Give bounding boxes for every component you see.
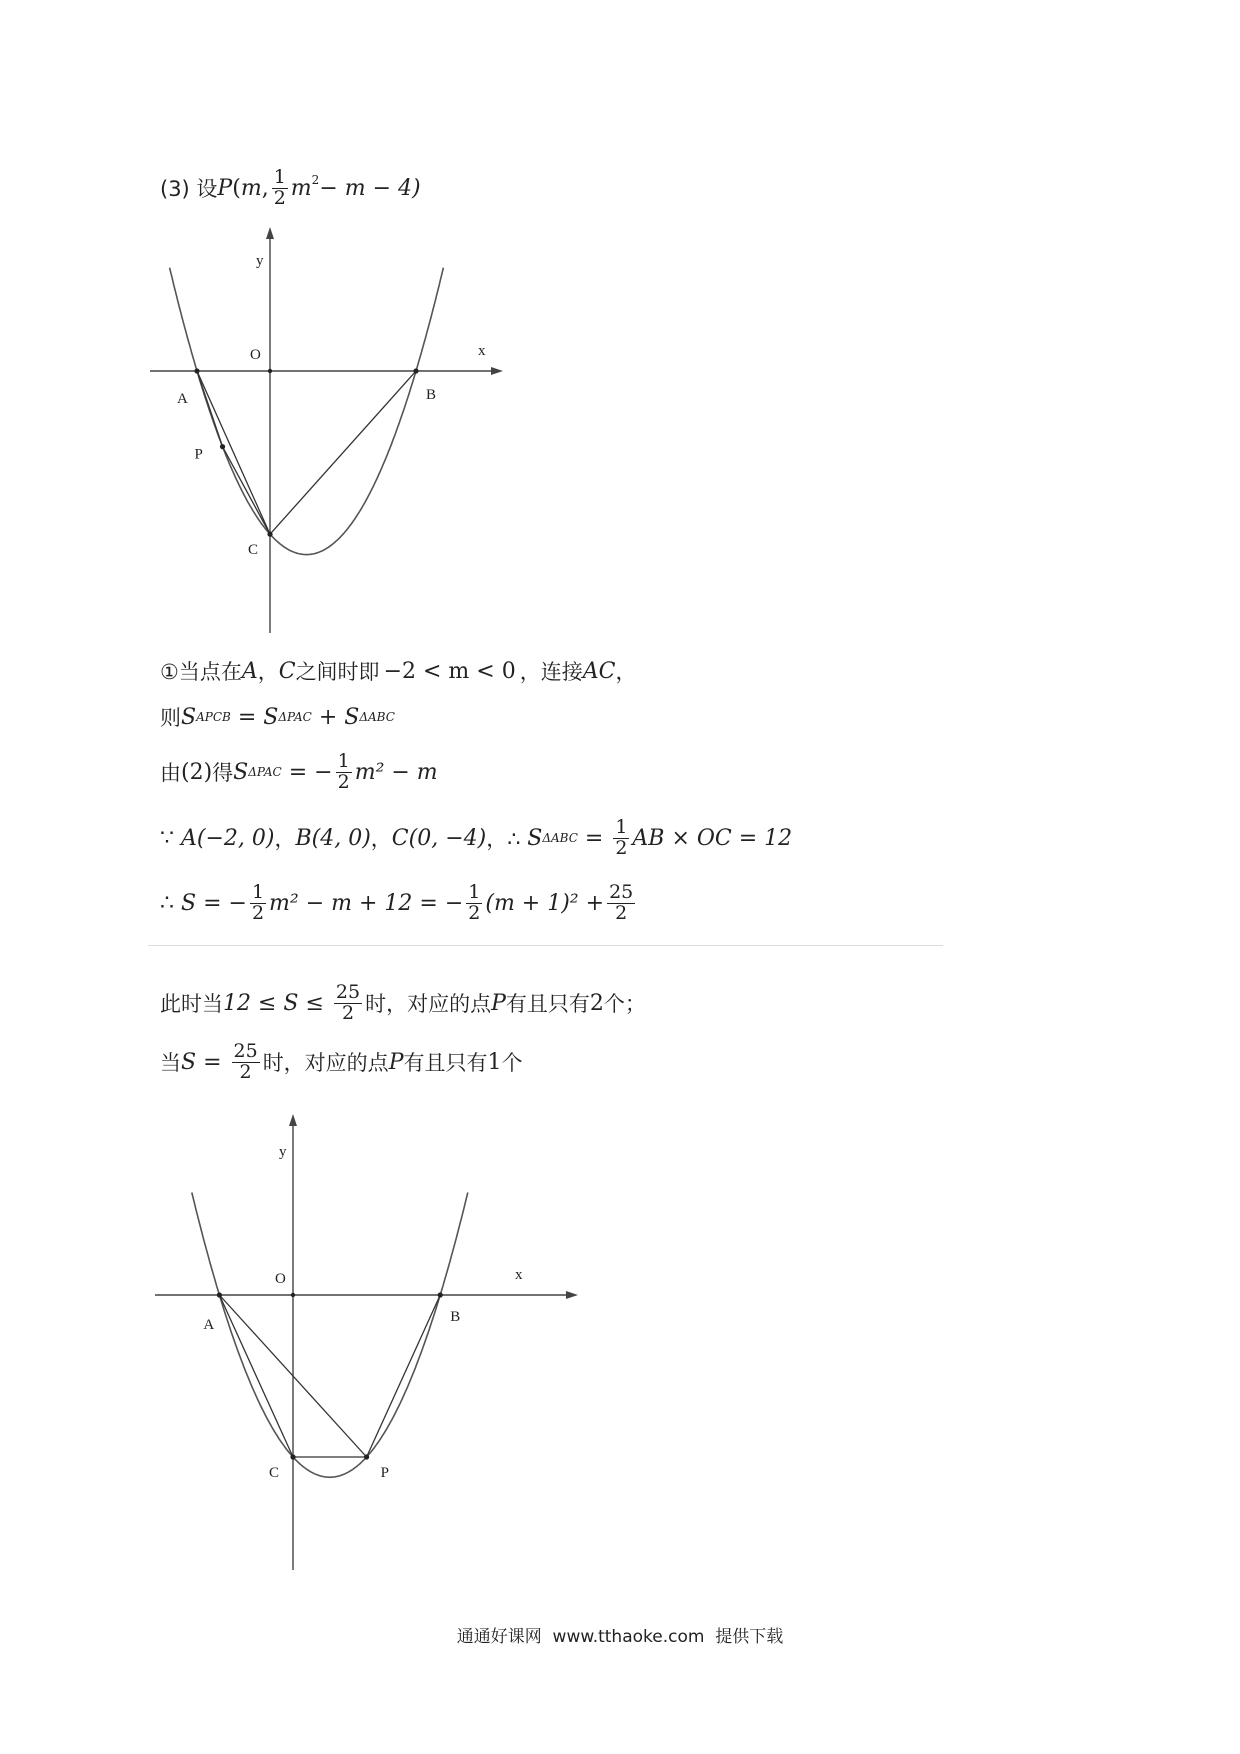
fig2-segment-BP bbox=[367, 1295, 441, 1457]
fig1-label-y: y bbox=[256, 253, 264, 269]
section-divider bbox=[148, 945, 943, 946]
case1-l5-num3: 25 bbox=[609, 881, 634, 903]
fig1-point-O bbox=[268, 369, 272, 373]
fig1-label-B: B bbox=[426, 387, 437, 403]
concl-l2-post: 时，对应的点 bbox=[262, 1051, 389, 1076]
case1-l4-sep1: ， bbox=[274, 827, 296, 852]
fig2-point-A bbox=[217, 1292, 222, 1297]
intro-tail: − m − 4) bbox=[319, 175, 421, 201]
case1-l5-den3: 2 bbox=[615, 901, 628, 924]
fig1-label-x: x bbox=[478, 343, 486, 359]
case1-line4 bbox=[160, 818, 792, 859]
case1-l4-therefore: ，∴ bbox=[486, 827, 528, 852]
fig2-label-B: B bbox=[450, 1309, 461, 1325]
fig2-label-A: A bbox=[203, 1317, 215, 1333]
case1-l1-connect: ，连接 bbox=[519, 660, 583, 684]
case1-l5-mid2: (m + 1)² + bbox=[485, 890, 605, 916]
fig2-label-P: P bbox=[380, 1465, 389, 1481]
concl-l1-post: 时，对应的点 bbox=[365, 992, 492, 1017]
case1-l1-intro: ①当点在 bbox=[160, 660, 242, 684]
case1-l1-C: C bbox=[278, 658, 296, 684]
concl-l1-P: P bbox=[491, 990, 506, 1016]
fig1-x-axis-arrow bbox=[491, 367, 503, 375]
fig1-label-O: O bbox=[250, 347, 261, 363]
intro-comma: , bbox=[261, 175, 269, 201]
intro-m: m bbox=[240, 175, 262, 201]
intro-frac-num: 1 bbox=[273, 166, 286, 188]
case1-l1-sep: ， bbox=[257, 660, 279, 684]
fig2-point-P bbox=[364, 1454, 369, 1459]
intro-m-sq: m bbox=[290, 175, 312, 201]
case1-l3-two: (2) bbox=[181, 759, 213, 785]
fig2-segment-AC bbox=[219, 1295, 293, 1457]
case1-l5-mid: m² − m + 12 = − bbox=[269, 890, 464, 916]
case1-l3-tail: m² − m bbox=[354, 759, 438, 785]
case1-l5-den2: 2 bbox=[468, 901, 481, 924]
fig2-label-C: C bbox=[269, 1465, 280, 1481]
case1-l3-fraction bbox=[336, 752, 352, 793]
case1-l4-num: 1 bbox=[615, 816, 628, 838]
fig1-label-P: P bbox=[194, 446, 203, 463]
case1-l1-inequality: −2 < m < 0 bbox=[383, 658, 516, 684]
case1-l3-you: 由 bbox=[160, 761, 181, 786]
intro-fraction bbox=[272, 168, 288, 209]
fig1-label-C: C bbox=[248, 542, 259, 559]
fig1-point-B bbox=[413, 368, 418, 373]
fig2-y-axis-arrow bbox=[289, 1114, 297, 1126]
concl-l1-ineq: 12 ≤ S ≤ bbox=[223, 990, 331, 1016]
concl-l1-den: 2 bbox=[341, 1001, 355, 1024]
intro-sq: 2 bbox=[311, 173, 320, 188]
fig2-label-x: x bbox=[515, 1267, 523, 1283]
intro-frac-den: 2 bbox=[273, 186, 286, 209]
case1-l4-eq: = bbox=[577, 825, 611, 851]
concl-l1-num: 25 bbox=[335, 981, 361, 1003]
case1-l2-S2-sub: ΔPAC bbox=[278, 710, 312, 724]
case1-l5-num2: 1 bbox=[468, 881, 481, 903]
case1-l3-S: S bbox=[233, 759, 249, 785]
footer-credit: 通通好课网 www.tthaoke.com 提供下载 bbox=[456, 1627, 784, 1647]
case1-line2 bbox=[160, 702, 395, 732]
intro-P: P bbox=[217, 175, 233, 201]
case1-l2-S3: S bbox=[344, 704, 360, 730]
case1-l5-fraction2 bbox=[466, 883, 482, 924]
fig1-segment-AC bbox=[194, 371, 270, 534]
concl-l2-P: P bbox=[388, 1049, 404, 1075]
case1-l3-de: 得 bbox=[212, 761, 234, 786]
case1-l4-A: A(−2, 0) bbox=[181, 825, 275, 851]
case1-l4-sep2: ， bbox=[370, 827, 392, 852]
concl-l2-pre: 当 bbox=[160, 1051, 181, 1076]
fig2-point-B bbox=[438, 1292, 443, 1297]
case1-l4-den: 2 bbox=[615, 836, 628, 859]
concl-l1-fraction bbox=[334, 983, 362, 1024]
case1-l5-num1: 1 bbox=[251, 881, 265, 903]
case1-l4-fraction bbox=[613, 818, 629, 859]
concl-l2-post2: 有且只有 bbox=[403, 1051, 488, 1076]
fig2-point-C bbox=[290, 1454, 295, 1459]
case1-l3-S-sub: ΔPAC bbox=[248, 765, 282, 780]
fig1-segment-AP bbox=[197, 371, 223, 447]
case1-l1-end: ， bbox=[615, 660, 637, 684]
fig1-point-A bbox=[194, 368, 199, 373]
fig2-x-axis-arrow bbox=[566, 1291, 578, 1299]
fig1-segment-BC bbox=[270, 371, 416, 534]
case1-l4-because: ∵ bbox=[160, 825, 181, 851]
case1-l2-eq: = bbox=[230, 704, 264, 730]
concl-l2-fraction bbox=[232, 1042, 260, 1083]
fig1-segment-PC bbox=[223, 447, 270, 535]
case1-l3-eq: = − bbox=[281, 759, 333, 785]
case1-l3-num: 1 bbox=[337, 750, 350, 772]
concl-l1-post2: 有且只有 bbox=[505, 992, 590, 1017]
concl-l1-two: 2 bbox=[589, 990, 604, 1016]
case1-l4-S-sub: ΔABC bbox=[542, 831, 578, 846]
case1-l1-AC: AC bbox=[582, 658, 616, 684]
concl-l1-end: 个； bbox=[603, 992, 646, 1017]
concl-l1-pre: 此时当 bbox=[160, 992, 223, 1017]
case1-l1-A: A bbox=[241, 658, 258, 684]
case1-l2-ze: 则 bbox=[160, 706, 181, 730]
case1-l4-tail: AB × OC = 12 bbox=[632, 825, 793, 851]
concl-l2-den: 2 bbox=[239, 1060, 252, 1083]
case1-line5 bbox=[160, 883, 638, 924]
intro-open: ( bbox=[232, 175, 241, 201]
case1-l5-S: S = − bbox=[181, 890, 247, 916]
case1-l4-C: C(0, −4) bbox=[391, 825, 487, 851]
figure-1-parabola bbox=[150, 225, 570, 645]
fig1-label-A: A bbox=[177, 391, 188, 407]
intro-line bbox=[160, 168, 421, 209]
case1-l2-S2: S bbox=[263, 704, 279, 730]
conclusion-line1 bbox=[160, 983, 646, 1024]
fig2-label-y: y bbox=[279, 1144, 287, 1160]
case1-l2-S3-sub: ΔABC bbox=[359, 710, 395, 724]
concl-l2-num: 25 bbox=[233, 1040, 258, 1062]
intro-prefix: (3) 设 bbox=[160, 177, 218, 202]
case1-l2-S1-sub: APCB bbox=[196, 710, 231, 724]
conclusion-line2 bbox=[160, 1042, 523, 1083]
figure-2-parabola bbox=[155, 1110, 595, 1580]
fig1-y-axis-arrow bbox=[266, 227, 274, 239]
fig2-point-O bbox=[291, 1293, 295, 1297]
case1-l4-B: B(4, 0) bbox=[295, 825, 371, 851]
fig2-label-O: O bbox=[275, 1271, 286, 1287]
concl-l2-one: 1 bbox=[487, 1049, 502, 1075]
fig1-point-P bbox=[220, 444, 225, 449]
fig1-point-C bbox=[267, 532, 272, 537]
fig2-parabola-curve bbox=[192, 1193, 468, 1478]
case1-l5-den1: 2 bbox=[251, 901, 265, 924]
case1-l5-fraction1 bbox=[250, 883, 266, 924]
concl-l2-S: S = bbox=[181, 1049, 229, 1075]
case1-l2-S1: S bbox=[181, 704, 197, 730]
case1-l3-den: 2 bbox=[337, 770, 350, 793]
concl-l2-end: 个 bbox=[501, 1051, 523, 1076]
case1-l5-fraction3 bbox=[607, 883, 635, 924]
case1-l2-plus: + bbox=[311, 704, 345, 730]
case1-line3 bbox=[160, 752, 438, 793]
case1-l5-therefore: ∴ bbox=[160, 890, 181, 916]
case1-line1 bbox=[160, 656, 636, 686]
case1-l1-between: 之间时即 bbox=[295, 660, 380, 684]
case1-l4-S: S bbox=[527, 825, 543, 851]
